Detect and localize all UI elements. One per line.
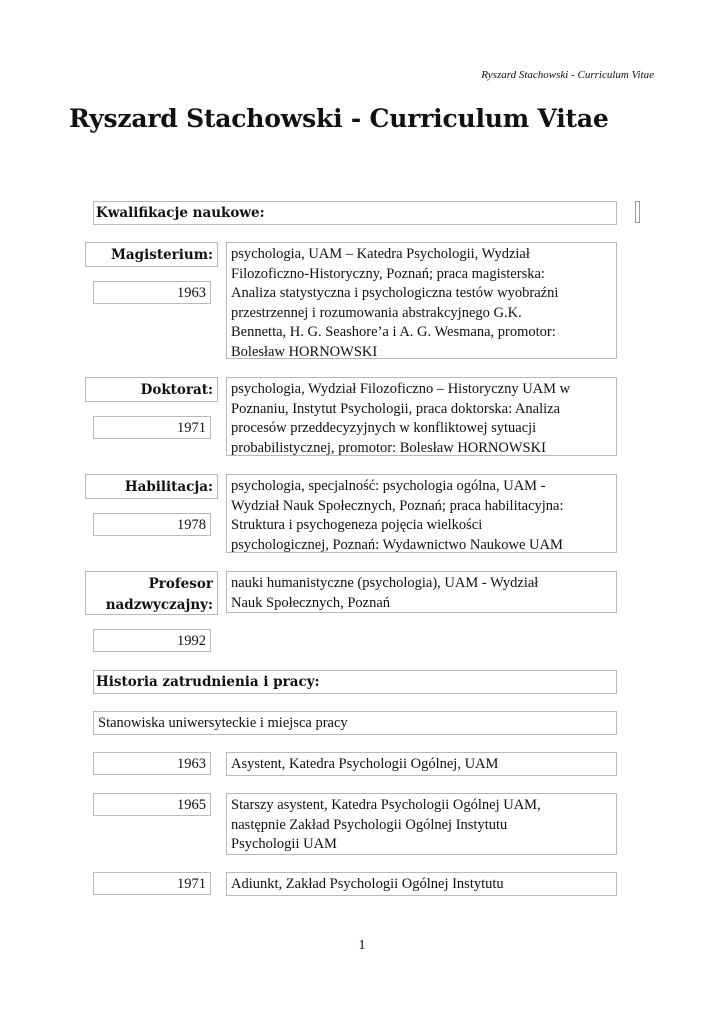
- qualification-year-masters: 1963: [93, 281, 211, 304]
- section-heading-qualifications: Kwalifikacje naukowe:: [93, 201, 617, 225]
- employment-text: Asystent, Katedra Psychologii Ogólnej, UAM: [226, 752, 617, 776]
- page-title: Ryszard Stachowski - Curriculum Vitae: [69, 104, 609, 133]
- employment-year: 1965: [93, 793, 211, 816]
- qualification-label-masters: Magisterium:: [85, 242, 218, 267]
- qualification-text-masters: psychologia, UAM – Katedra Psychologii, Wydział Filozoficzno-Historyczny, Poznań; praca magisterska: Analiza statystyczna i psychologiczna testów wyobraźni przestrzennej i rozumowania abstrakcyjnego G.K. Bennetta, H. G. Seashore’a i A. G. Wesmana, promotor: Bolesław HORNOWSKI: [226, 242, 617, 359]
- qualification-year-habilitation: 1978: [93, 513, 211, 536]
- qualification-year-professor: 1992: [93, 629, 211, 652]
- qualification-label-professor: Profesor nadzwyczajny:: [85, 571, 218, 615]
- qualification-text-professor: nauki humanistyczne (psychologia), UAM - Wydział Nauk Społecznych, Poznań: [226, 571, 617, 613]
- comment-marker: [635, 201, 640, 223]
- employment-text: Adiunkt, Zakład Psychologii Ogólnej Instytutu: [226, 872, 617, 896]
- running-header: Ryszard Stachowski - Curriculum Vitae: [481, 69, 654, 81]
- qualification-text-habilitation: psychologia, specjalność: psychologia ogólna, UAM - Wydział Nauk Społecznych, Poznań; praca habilitacyjna: Struktura i psychogeneza pojęcia wielkości psychologicznej, Poznań: Wydawnictwo Naukowe UAM: [226, 474, 617, 553]
- page-number: 1: [358, 938, 366, 953]
- employment-text: Starszy asystent, Katedra Psychologii Ogólnej UAM, następnie Zakład Psychologii Ogólnej Instytutu Psychologii UAM: [226, 793, 617, 855]
- qualification-label-doctorate: Doktorat:: [85, 377, 218, 402]
- section-heading-employment: Historia zatrudnienia i pracy:: [93, 670, 617, 694]
- qualification-text-doctorate: psychologia, Wydział Filozoficzno – Historyczny UAM w Poznaniu, Instytut Psychologii, praca doktorska: Analiza procesów przeddecyzyjnych w konfliktowej sytuacji probabilistycznej, promotor: Bolesław HORNOWSKI: [226, 377, 617, 456]
- qualification-label-habilitation: Habilitacja:: [85, 474, 218, 499]
- employment-year: 1963: [93, 752, 211, 775]
- employment-year: 1971: [93, 872, 211, 895]
- qualification-year-doctorate: 1971: [93, 416, 211, 439]
- section-subheading-positions: Stanowiska uniwersyteckie i miejsca pracy: [93, 711, 617, 735]
